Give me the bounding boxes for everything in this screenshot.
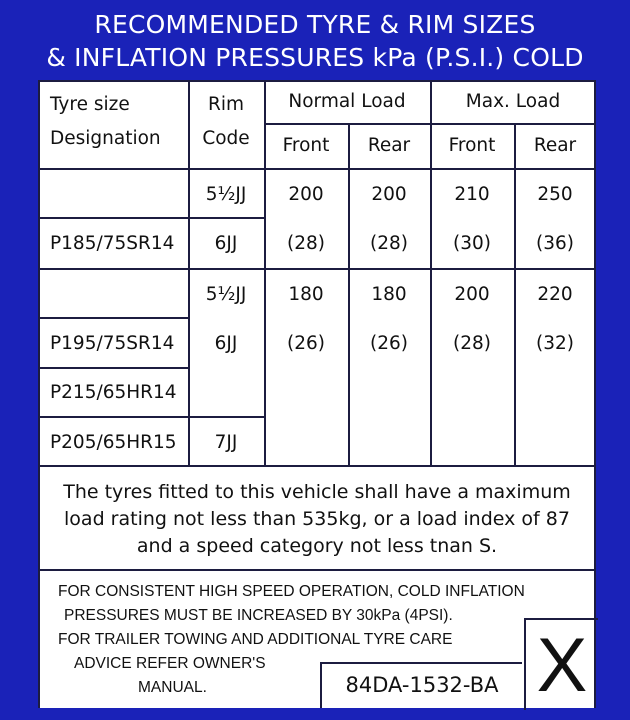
- x-mark-box: [524, 618, 598, 710]
- x-mark: X: [536, 623, 588, 708]
- rim-code: 6JJ: [214, 233, 238, 254]
- load-rating-note-line-3: and a speed category not less tnan S.: [136, 535, 498, 557]
- table-rule: [38, 217, 264, 219]
- col-header-normal-front: Front: [282, 135, 330, 156]
- part-number: 84DA-1532-BA: [345, 673, 499, 697]
- table-rule: [38, 465, 596, 467]
- table-rule: [38, 416, 264, 418]
- tyre-size: P185/75SR14: [50, 233, 175, 254]
- col-header-max-rear: Rear: [533, 135, 577, 156]
- group-header-max-load: Max. Load: [465, 91, 561, 112]
- warning-line-1: FOR CONSISTENT HIGH SPEED OPERATION, COLD INFLATION: [58, 583, 525, 600]
- pressure-psi-normal-front: (28): [287, 233, 325, 254]
- header-line-1: RECOMMENDED TYRE & RIM SIZES: [94, 10, 536, 39]
- table-rule: [38, 569, 596, 571]
- rim-code: 5½JJ: [205, 284, 247, 305]
- tyre-size: P215/65HR14: [50, 382, 177, 403]
- col-header-tyre-1: Tyre size: [50, 94, 130, 115]
- warning-line-3: FOR TRAILER TOWING AND ADDITIONAL TYRE CARE: [58, 631, 453, 648]
- group-header-normal-load: Normal Load: [288, 91, 406, 112]
- table-rule: [594, 80, 596, 708]
- table-rule: [38, 367, 188, 369]
- table-rule: [38, 80, 596, 82]
- load-rating-note-line-1: The tyres fitted to this vehicle shall have a maximum: [63, 481, 571, 503]
- table-rule: [38, 317, 188, 319]
- warning-line-4: ADVICE REFER OWNER'S: [74, 655, 266, 672]
- pressure-psi-normal-front: (26): [287, 333, 325, 354]
- pressure-kpa-max-front: 210: [454, 184, 490, 205]
- col-header-rim-1: Rim: [207, 94, 244, 115]
- col-header-rim-2: Code: [202, 128, 250, 149]
- pressure-psi-max-front: (30): [453, 233, 491, 254]
- pressure-kpa-max-rear: 250: [537, 184, 573, 205]
- table-rule: [38, 80, 40, 708]
- col-header-normal-rear: Rear: [367, 135, 411, 156]
- header-line-2: & INFLATION PRESSURES kPa (P.S.I.) COLD: [46, 43, 584, 72]
- col-header-tyre-2: Designation: [50, 128, 161, 149]
- pressure-kpa-normal-rear: 200: [371, 184, 407, 205]
- pressure-psi-normal-rear: (28): [370, 233, 408, 254]
- pressure-psi-max-front: (28): [453, 333, 491, 354]
- pressure-kpa-normal-rear: 180: [371, 284, 407, 305]
- tyre-size: P205/65HR15: [50, 432, 177, 453]
- warning-line-5: MANUAL.: [138, 679, 207, 696]
- pressure-psi-max-rear: (32): [536, 333, 574, 354]
- pressure-kpa-max-front: 200: [454, 284, 490, 305]
- table-rule: [38, 168, 596, 170]
- load-rating-note-line-2: load rating not less than 535kg, or a load index of 87: [64, 508, 570, 530]
- pressure-kpa-normal-front: 180: [288, 284, 324, 305]
- rim-code: 6JJ: [214, 333, 238, 354]
- tyre-size: P195/75SR14: [50, 333, 175, 354]
- part-number-box: [320, 662, 522, 708]
- pressure-psi-normal-rear: (26): [370, 333, 408, 354]
- table-rule: [38, 268, 596, 270]
- col-header-max-front: Front: [448, 135, 496, 156]
- warning-line-2: PRESSURES MUST BE INCREASED BY 30kPa (4PSI).: [64, 607, 453, 624]
- rim-code: 7JJ: [214, 432, 238, 453]
- tyre-placard: [38, 80, 596, 708]
- pressure-kpa-max-rear: 220: [537, 284, 573, 305]
- rim-code: 5½JJ: [205, 184, 247, 205]
- pressure-psi-max-rear: (36): [536, 233, 574, 254]
- pressure-kpa-normal-front: 200: [288, 184, 324, 205]
